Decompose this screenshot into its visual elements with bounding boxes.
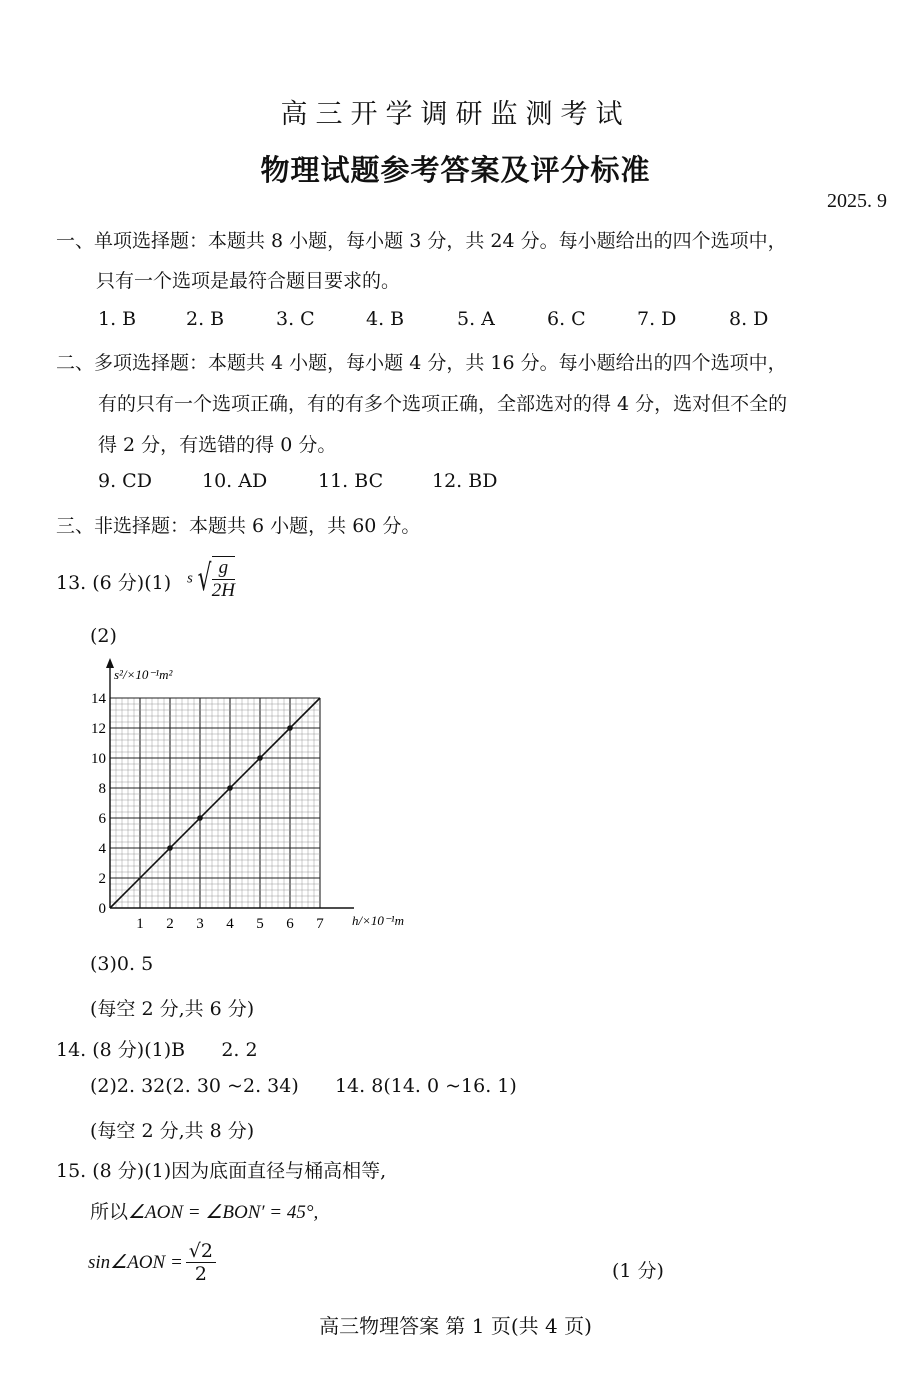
y-tick-label: 8	[98, 781, 106, 797]
x-tick-label: 5	[256, 916, 264, 932]
section1-heading-line2: 只有一个选项是最符合题目要求的。	[96, 270, 401, 292]
y-tick-label: 14	[91, 691, 106, 707]
answer-7: 7. D	[637, 308, 677, 330]
section2-heading-line2: 有的只有一个选项正确，有的有多个选项正确，全部选对的得 4 分，选对但不全的	[98, 393, 788, 415]
q13-numerator: g	[212, 557, 235, 580]
answer-6: 6. C	[547, 308, 586, 330]
q15-sin-denominator: 2	[194, 1263, 207, 1285]
section2-answers	[98, 470, 497, 492]
q13-part3: (3)0. 5	[90, 953, 154, 975]
section3-heading: 三、非选择题：本题共 6 小题，共 60 分。	[56, 515, 421, 537]
x-tick-label: 4	[226, 916, 234, 932]
q15-sin-label: sin∠AON =	[88, 1252, 183, 1273]
answer-3: 3. C	[276, 308, 315, 330]
q13-formula-prefix: s	[187, 570, 193, 587]
exam-title: 高三开学调研监测考试	[280, 99, 631, 130]
answer-10: 10. AD	[202, 470, 268, 492]
q13-part2: (2)	[90, 625, 117, 647]
x-axis-label: h/×10⁻¹m	[352, 913, 405, 928]
q15-angle-equation: ∠AON = ∠BON′ = 45°,	[128, 1202, 319, 1223]
answer-1: 1. B	[98, 308, 137, 330]
data-point	[167, 845, 173, 851]
y-tick-label: 10	[91, 751, 106, 767]
q14-line1: 14. (8 分)(1)B 2. 2	[56, 1039, 258, 1061]
data-point	[287, 725, 293, 731]
section1-heading-line1: 一、单项选择题：本题共 8 小题，每小题 3 分，共 24 分。每小题给出的四个选项中，	[56, 230, 787, 252]
q15-line2	[90, 1197, 318, 1224]
answer-9: 9. CD	[98, 470, 152, 492]
q15-line1: 15. (8 分)(1)因为底面直径与桶高相等,	[56, 1160, 387, 1182]
answer-8: 8. D	[729, 308, 769, 330]
answer-12: 12. BD	[432, 470, 498, 492]
q13-score-note: (每空 2 分,共 6 分)	[90, 998, 255, 1020]
x-tick-label: 7	[316, 916, 324, 932]
page-footer: 高三物理答案 第 1 页(共 4 页)	[319, 1314, 592, 1338]
q13-fraction	[212, 556, 235, 602]
y-tick-label: 6	[98, 811, 106, 827]
y-tick-label: 0	[98, 901, 106, 917]
section2-heading-line1: 二、多项选择题：本题共 4 小题，每小题 4 分，共 16 分。每小题给出的四个选项中，	[56, 352, 787, 374]
answer-4: 4. B	[366, 308, 405, 330]
sqrt-symbol: √	[197, 558, 212, 599]
q15-score: (1 分)	[612, 1260, 664, 1282]
y-axis-label: s²/×10⁻¹m²	[114, 667, 173, 682]
y-tick-label: 12	[91, 721, 106, 737]
x-tick-label: 1	[136, 916, 144, 932]
section1-answers	[98, 308, 768, 330]
data-point	[257, 755, 263, 761]
data-point	[197, 815, 203, 821]
q13-denominator: 2H	[211, 580, 236, 601]
document-date: 2025. 9	[827, 190, 887, 212]
section2-heading-line3: 得 2 分，有选错的得 0 分。	[98, 434, 337, 456]
q13-formula	[187, 556, 235, 602]
document-subtitle: 物理试题参考答案及评分标准	[260, 153, 651, 187]
y-tick-label: 2	[98, 871, 106, 887]
y-tick-label: 4	[98, 841, 106, 857]
q14-score-note: (每空 2 分,共 8 分)	[90, 1120, 255, 1142]
x-tick-label: 2	[166, 916, 174, 932]
answer-11: 11. BC	[318, 470, 384, 492]
q15-sin-fraction	[186, 1240, 216, 1285]
answer-5: 5. A	[457, 308, 495, 330]
answer-2: 2. B	[186, 308, 225, 330]
x-tick-label: 6	[286, 916, 294, 932]
y-axis-arrow	[106, 658, 114, 668]
data-point	[227, 785, 233, 791]
x-tick-label: 3	[196, 916, 204, 932]
q15-line2-prefix: 所以	[90, 1201, 129, 1223]
q13-label: 13. (6 分)(1)	[56, 572, 172, 594]
q14-line2: (2)2. 32(2. 30 ~2. 34) 14. 8(14. 0 ~16. 1)	[90, 1075, 517, 1097]
s2-vs-h-chart	[84, 655, 434, 935]
q15-sin-numerator: √2	[186, 1240, 216, 1263]
q15-sin-expression	[88, 1240, 216, 1285]
